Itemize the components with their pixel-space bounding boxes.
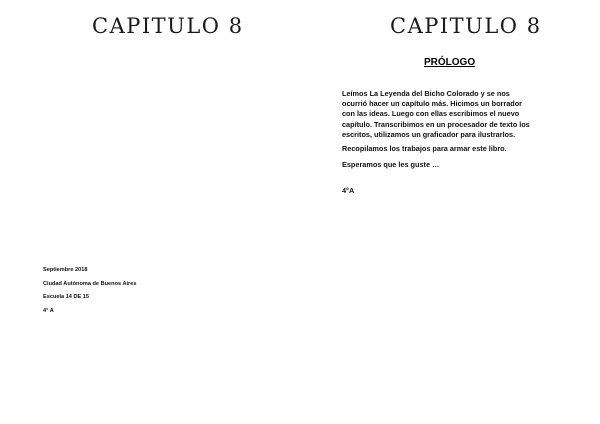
right-page [300, 0, 600, 424]
right-chapter-title: CAPITULO 8 [390, 14, 542, 38]
prologue-paragraph-3: Esperamos que les guste … [342, 160, 440, 169]
prologue-line: Leímos La Leyenda del Bicho Colorado y se nos [342, 89, 510, 98]
prologue-line: capítulo. Transcribimos en un procesador de texto los [342, 119, 530, 129]
prologue-heading: PRÓLOGO [424, 57, 476, 68]
prologue-line: escritos, utilizamos un graficador para ilustrarlos. [342, 129, 516, 139]
colophon-school: Escuela 14 DE 15 [43, 294, 90, 300]
prologue-line: ocurrió hacer un capítulo más. Hicimos un borrador [342, 99, 523, 109]
colophon-date: Septiembre 2018 [43, 267, 88, 273]
prologue-signature: 4°A [342, 186, 355, 195]
colophon-class: 4° A [43, 307, 54, 314]
prologue-line: con las ideas. Luego con ellas escribimos el nuevo [342, 109, 520, 119]
colophon [43, 266, 136, 320]
prologue-paragraph-1 [342, 89, 570, 140]
left-chapter-title: CAPITULO 8 [92, 14, 244, 38]
colophon-city: Ciudad Autónoma de Buenos Aires [43, 280, 137, 287]
prologue-paragraph-2: Recopilamos los trabajos para armar este libro. [342, 144, 507, 153]
